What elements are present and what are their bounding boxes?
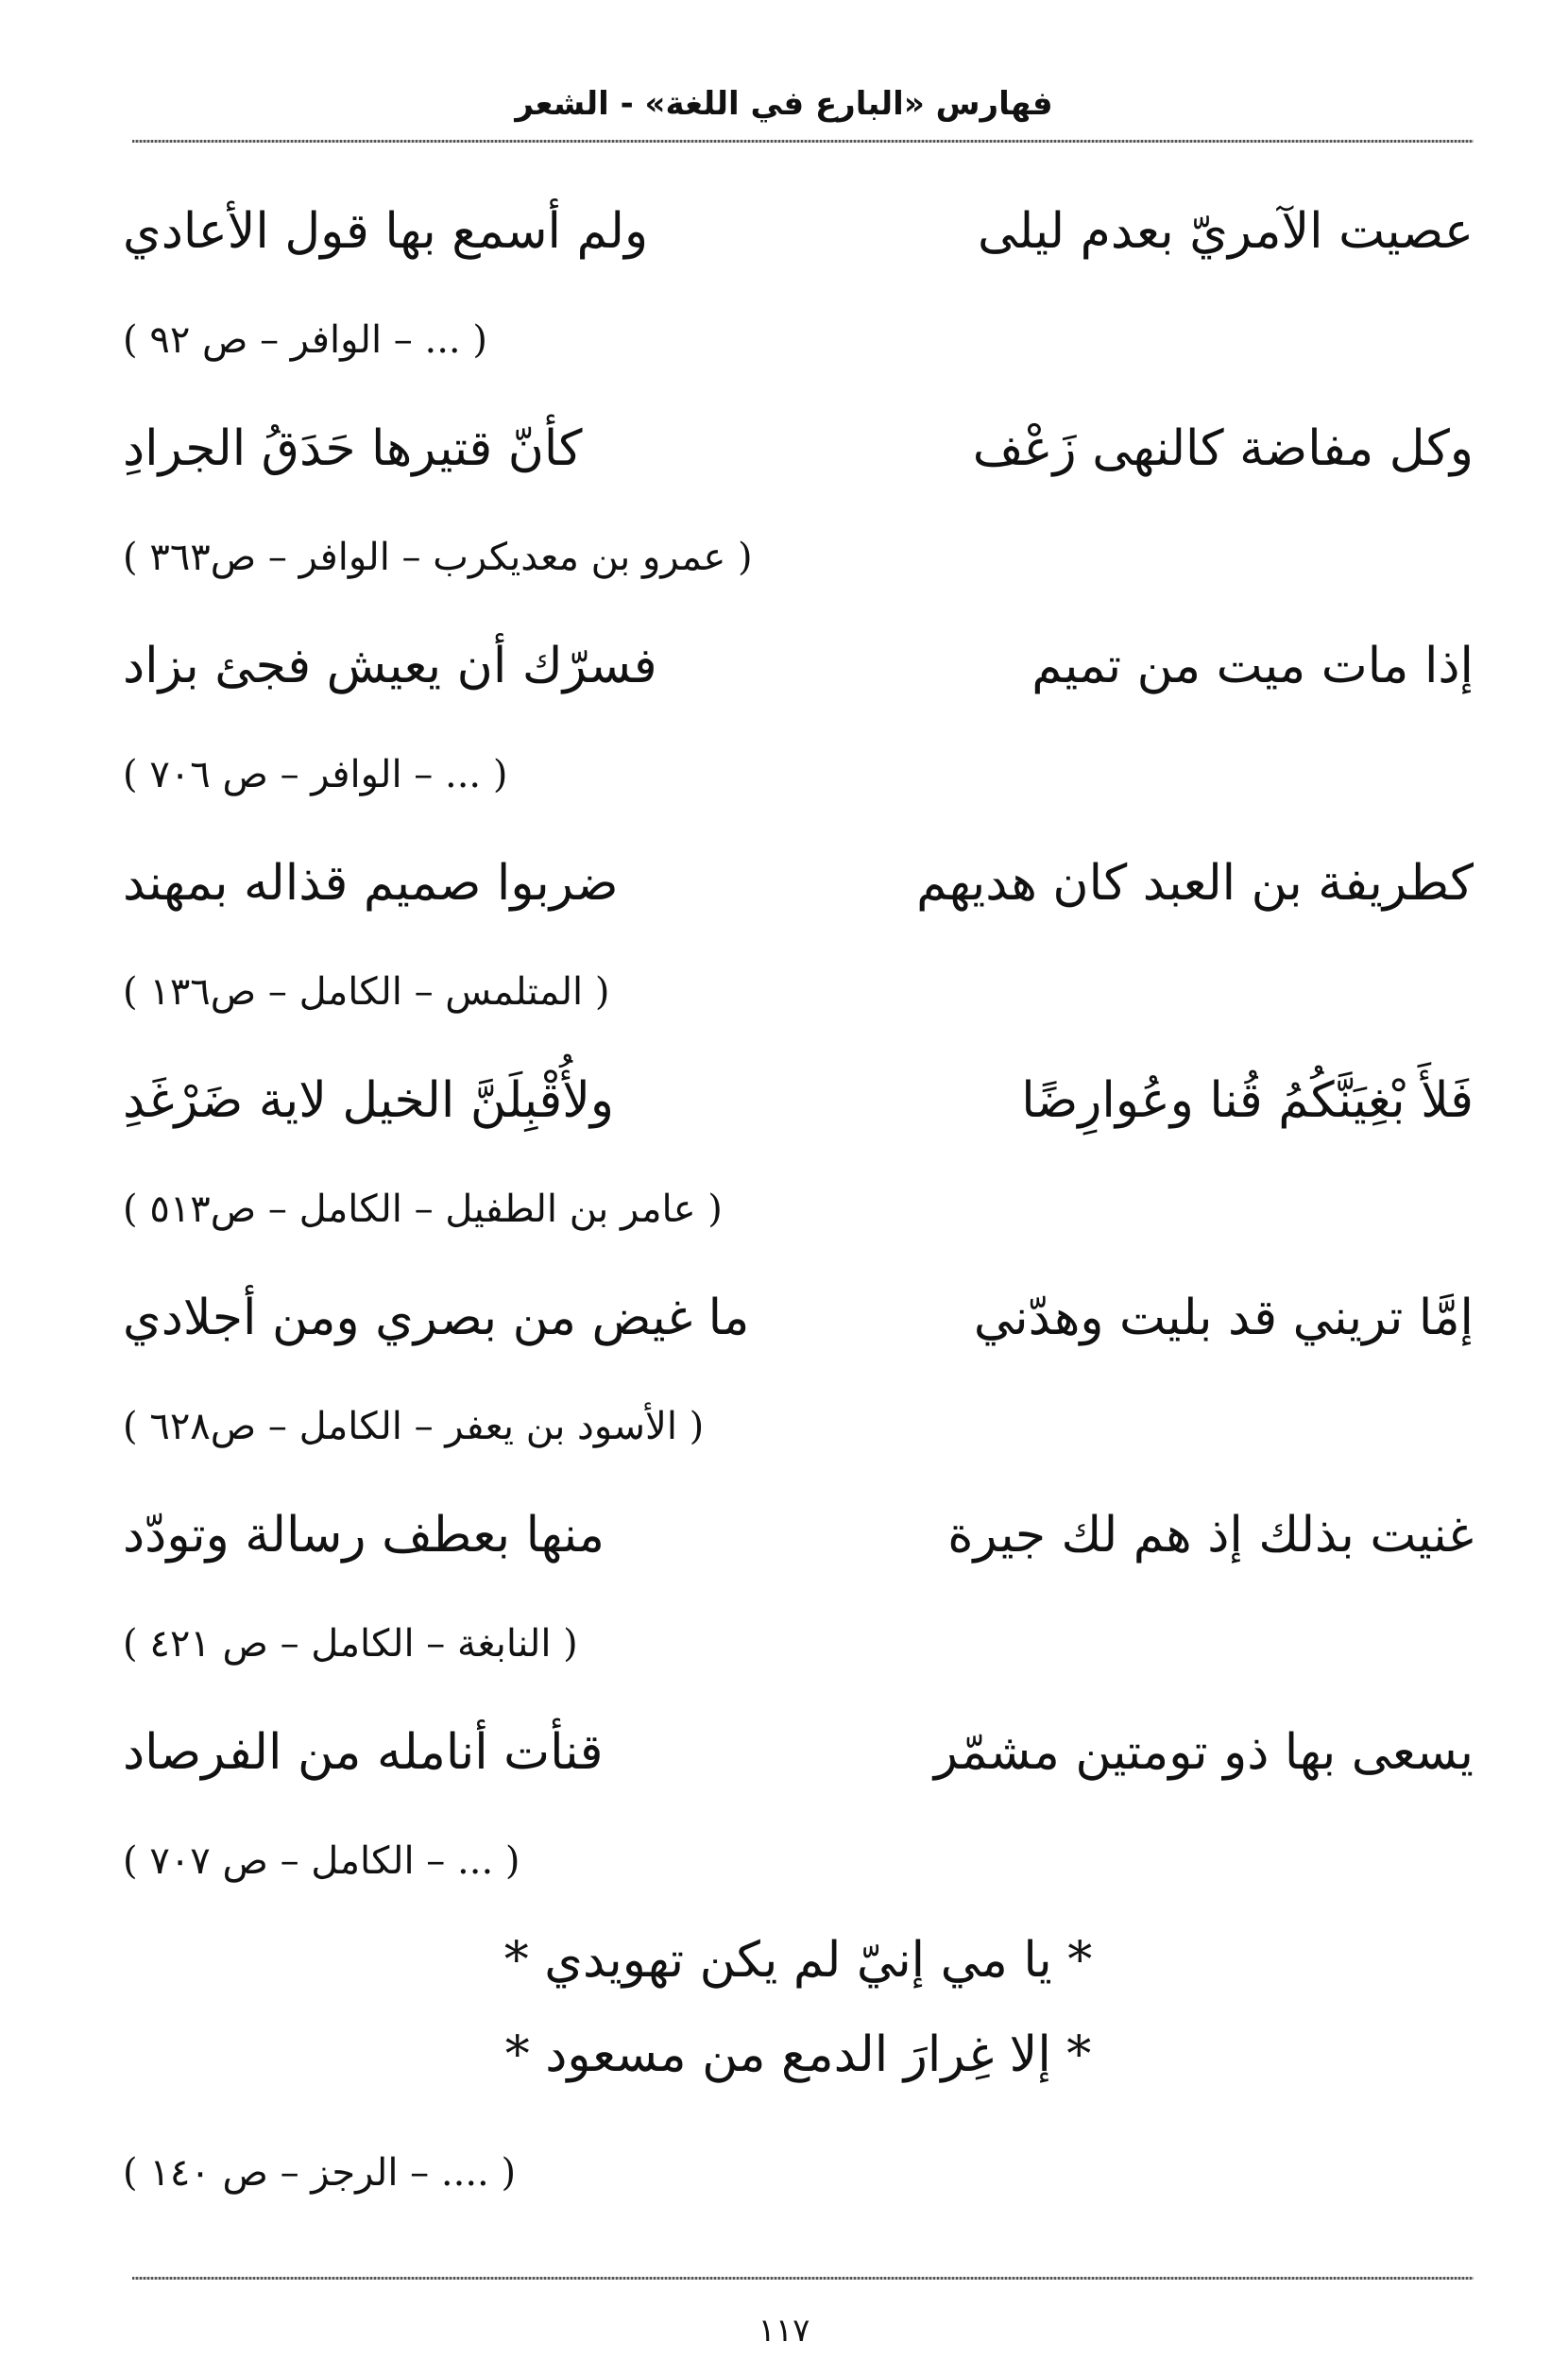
verse-line: [123, 1696, 1474, 1809]
second-hemistich: قنأت أنامله من الفرصاد: [123, 1724, 604, 1781]
verse-source: ( ... – الوافر – ص ٩٢ ): [123, 318, 487, 362]
first-hemistich: كطريفة بن العبد كان هديهم: [916, 855, 1474, 912]
verse-source: ( ... – الوافر – ص ٧٠٦ ): [123, 753, 508, 796]
poetry-index: [123, 175, 1474, 2225]
verse-source: ( .... – الرجز – ص ١٤٠ ): [123, 2151, 517, 2195]
verse-source: ( الأسود بن يعفر – الكامل – ص٦٢٨ ): [123, 1405, 705, 1448]
first-hemistich: يسعى بها ذو تومتين مشمّر: [933, 1724, 1474, 1781]
first-hemistich: إذا مات ميت من تميم: [1031, 638, 1474, 694]
verse-source: ( المتلمس – الكامل – ص١٣٦ ): [123, 970, 610, 1014]
second-hemistich: ضربوا صميم قذاله بمهند: [123, 855, 619, 912]
first-hemistich: وكل مفاضة كالنهى زَعْف: [972, 420, 1474, 477]
verse-source: ( عمرو بن معديكرب – الوافر – ص٣٦٣ ): [123, 536, 753, 579]
first-hemistich: إمَّا تريني قد بليت وهدّني: [973, 1290, 1474, 1346]
rajaz-line: * يا مي إنيّ لم يكن تهويدي *: [503, 1932, 1093, 1989]
rajaz-line: * إلا غِرارَ الدمع من مسعود *: [504, 2026, 1092, 2083]
page-number: ١١٧: [758, 2312, 810, 2350]
first-hemistich: غنيت بذلك إذ هم لك جيرة: [947, 1507, 1474, 1564]
second-hemistich: ولأُقْبِلَنَّ الخيل لاية ضَرْغَدِ: [123, 1072, 614, 1129]
verse-source: ( عامر بن الطفيل – الكامل – ص٥١٣ ): [123, 1188, 723, 1231]
second-hemistich: كأنّ قتيرها حَدَقُ الجرادِ: [123, 420, 583, 477]
footer-divider: [132, 2277, 1474, 2280]
verse-line: [123, 392, 1474, 505]
verse-line: [123, 175, 1474, 288]
running-header: فهارس «البارع في اللغة» - الشعر: [515, 85, 1053, 123]
first-hemistich: فَلأَ بْغِيَنَّكُمُ قُنا وعُوارِضًا: [1021, 1072, 1474, 1129]
verse-line: [123, 827, 1474, 940]
second-hemistich: ما غيض من بصري ومن أجلادي: [123, 1290, 750, 1346]
verse-source: ( النابغة – الكامل – ص ٤٢١ ): [123, 1622, 578, 1666]
verse-line: [123, 1261, 1474, 1375]
second-hemistich: ولم أسمع بها قول الأعادي: [123, 203, 649, 260]
second-hemistich: منها بعطف رسالة وتودّد: [123, 1507, 605, 1564]
second-hemistich: فسرّك أن يعيش فجئ بزاد: [123, 638, 657, 694]
verse-line: [123, 1044, 1474, 1157]
verse-line: [123, 1479, 1474, 1592]
header-divider: [132, 140, 1474, 143]
first-hemistich: عصيت الآمريّ بعدم ليلى: [978, 203, 1474, 260]
verse-line: [123, 609, 1474, 723]
verse-source: ( ... – الكامل – ص ٧٠٧ ): [123, 1839, 520, 1883]
